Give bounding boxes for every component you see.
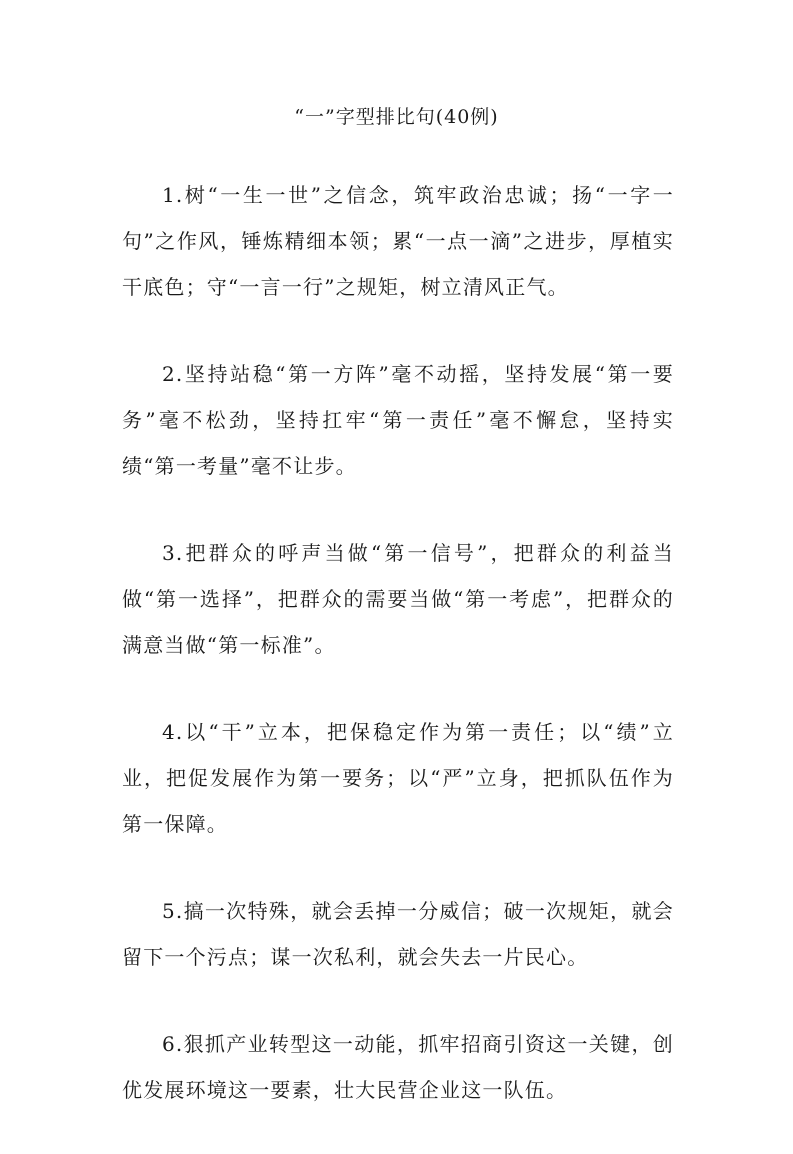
document-body [122,172,674,1154]
paragraph-4: 4.以“干”立本，把保稳定作为第一责任；以“绩”立业，把促发展作为第一要务；以“严”立身，把抓队伍作为第一保障。 [122,720,674,836]
paragraph-6: 6.狠抓产业转型这一动能，抓牢招商引资这一关键，创优发展环境这一要素，壮大民营企业这一队伍。 [122,1032,674,1102]
paragraph-1: 1.树“一生一世”之信念，筑牢政治忠诚；扬“一字一句”之作风，锤炼精细本领；累“一点一滴”之进步，厚植实干底色；守“一言一行”之规矩，树立清风正气。 [122,183,674,299]
paragraph-2: 2.坚持站稳“第一方阵”毫不动摇，坚持发展“第一要务”毫不松劲，坚持扛牢“第一责任”毫不懈怠，坚持实绩“第一考量”毫不让步。 [122,362,674,478]
paragraph-5: 5.搞一次特殊，就会丢掉一分威信；破一次规矩，就会留下一个污点；谋一次私利，就会失去一片民心。 [122,899,674,969]
document-title: “一”字型排比句(40例) [294,106,499,128]
paragraph-3: 3.把群众的呼声当做“第一信号”，把群众的利益当做“第一选择”，把群众的需要当做“第一考虑”，把群众的满意当做“第一标准”。 [122,541,674,657]
